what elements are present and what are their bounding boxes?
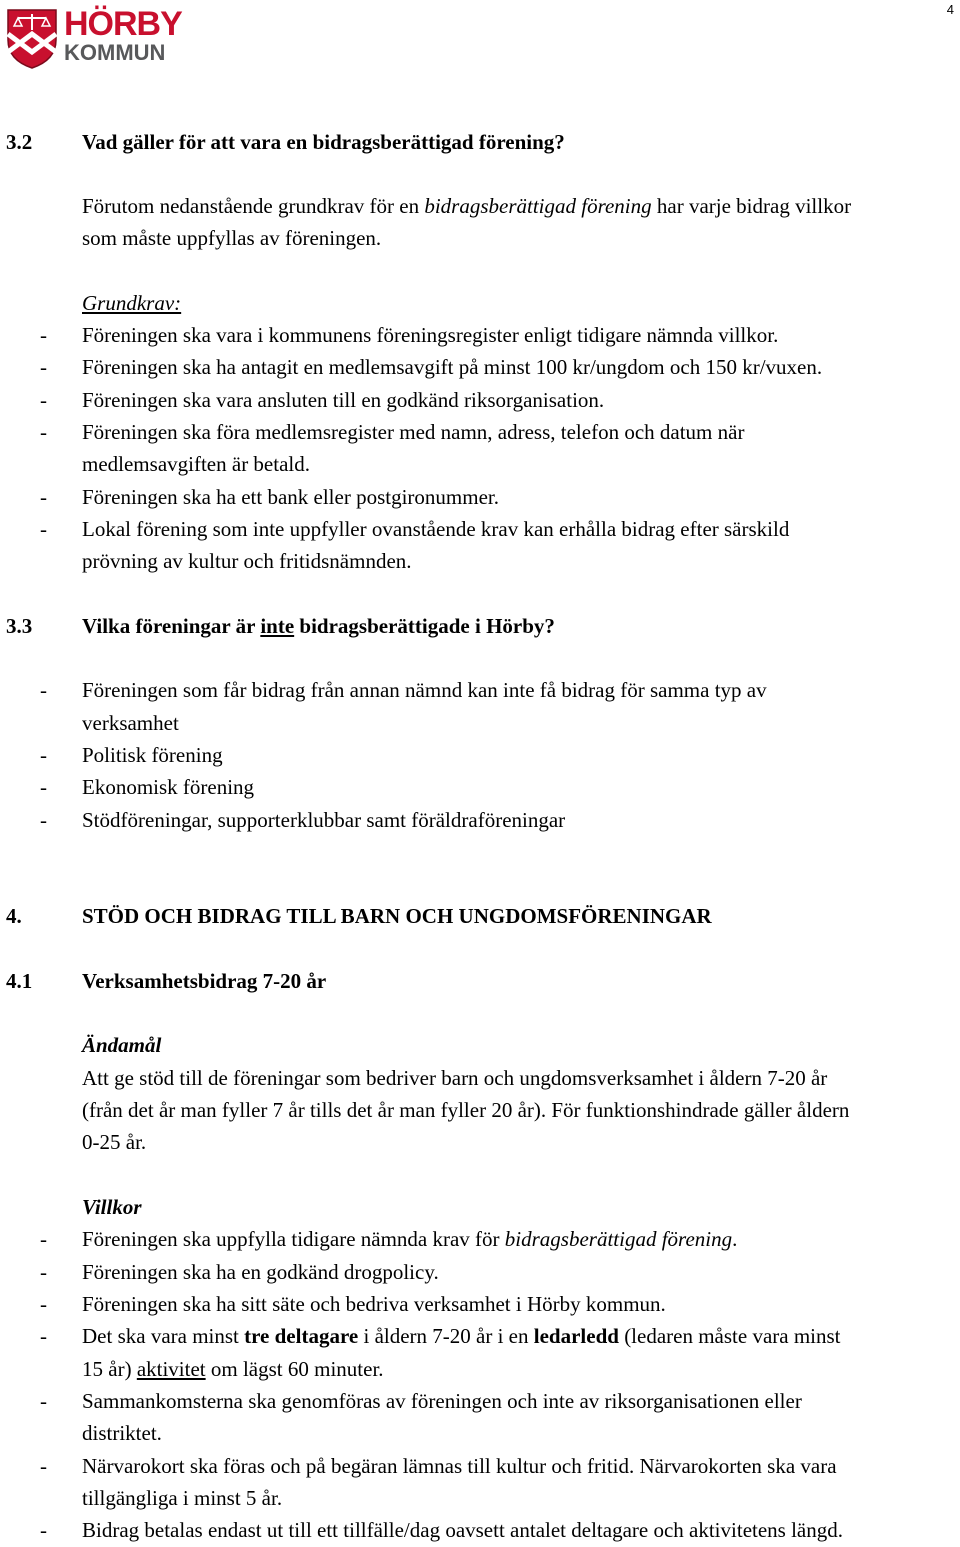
logo-text-kommun: KOMMUN xyxy=(64,40,166,65)
horby-kommun-logo xyxy=(6,5,182,74)
section-title: Verksamhetsbidrag 7-20 år xyxy=(82,969,327,993)
section-number: 4.1 xyxy=(6,969,33,993)
section-title: STÖD OCH BIDRAG TILL BARN OCH UNGDOMSFÖRENINGAR xyxy=(82,904,712,928)
logo-text-horby: HÖRBY xyxy=(64,5,182,43)
emphasis-term: bidragsberättigad förening xyxy=(424,194,652,218)
page-number: 4 xyxy=(946,2,954,17)
shield-icon xyxy=(6,6,58,70)
section-title: Vilka föreningar är inte bidragsberättigade i Hörby? xyxy=(82,614,555,638)
section-title: Vad gäller för att vara en bidragsberättigad förening? xyxy=(82,130,565,154)
section-number: 3.3 xyxy=(6,614,33,638)
section-number: 4. xyxy=(6,904,22,928)
section-number: 3.2 xyxy=(6,130,33,154)
